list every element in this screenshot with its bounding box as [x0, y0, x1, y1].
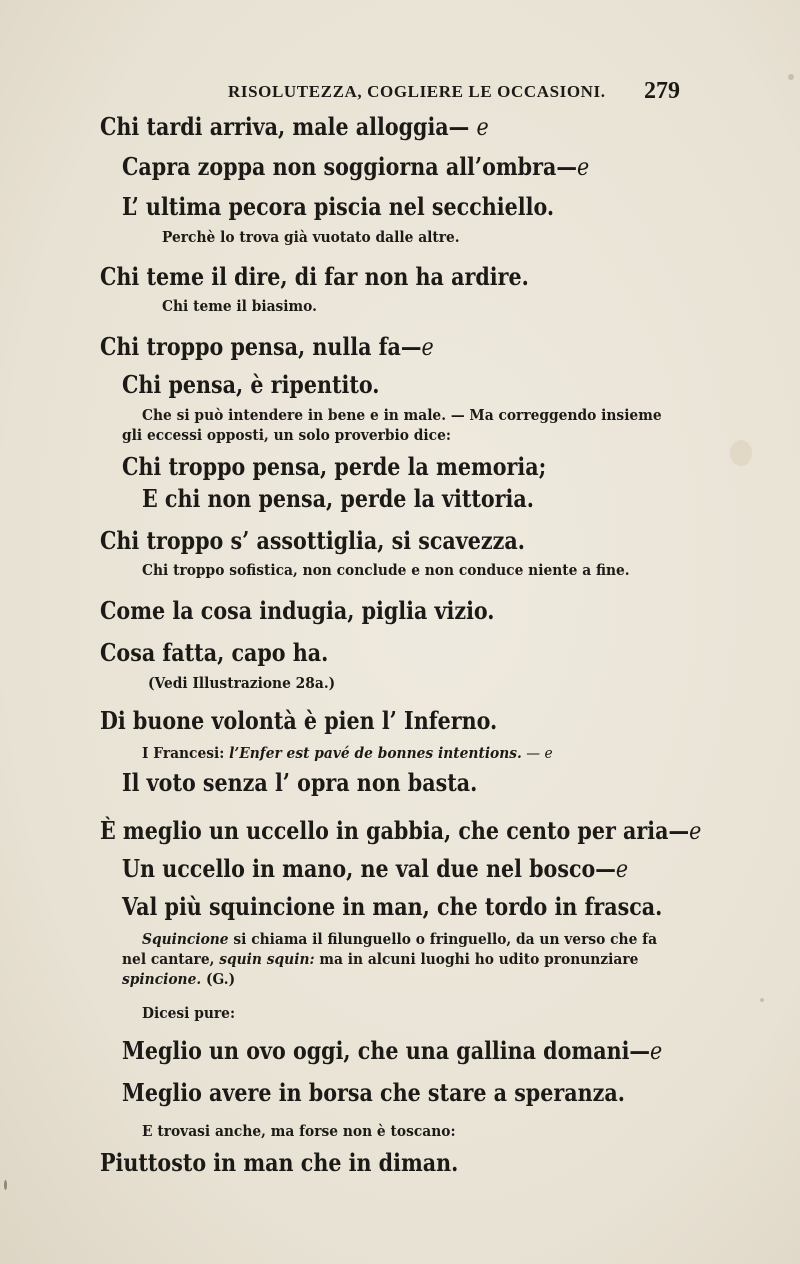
- commentary-line: gli eccessi opposti, un solo proverbio dice:: [122, 426, 451, 444]
- paper-speck: [4, 1180, 7, 1190]
- commentary-line: nel cantare, squin squin: ma in alcuni luoghi ho udito pronunziare: [122, 950, 639, 968]
- proverb-line: Piuttosto in man che in diman.: [100, 1148, 459, 1177]
- proverb-line: Meglio avere in borsa che stare a speranza.: [122, 1078, 625, 1107]
- commentary-line: Squincione si chiama il filunguello o fringuello, da un verso che fa: [142, 930, 658, 948]
- commentary-line: spincione. (G.): [122, 970, 236, 988]
- commentary-line: Che si può intendere in bene e in male. — Ma correggendo insieme: [142, 406, 662, 424]
- commentary-line: Chi troppo sofistica, non conclude e non conduce niente a fine.: [142, 561, 630, 579]
- proverb-line: Meglio un ovo oggi, che una gallina domani—e: [122, 1036, 663, 1065]
- commentary-line: Dicesi pure:: [142, 1004, 236, 1022]
- paper-speck: [788, 74, 794, 80]
- proverb-line: Capra zoppa non soggiorna all’ombra—e: [122, 152, 590, 181]
- commentary-line: (Vedi Illustrazione 28a.): [148, 674, 336, 692]
- commentary-line: E trovasi anche, ma forse non è toscano:: [142, 1122, 456, 1140]
- commentary-line: Perchè lo trova già vuotato dalle altre.: [162, 228, 460, 246]
- proverb-line: Chi troppo pensa, nulla fa—e: [100, 332, 434, 361]
- commentary-line: I Francesi: l’Enfer est pavé de bonnes intentions. — e: [142, 744, 553, 762]
- proverb-line: Un uccello in mano, ne val due nel bosco—e: [122, 854, 629, 883]
- page-number: 279: [644, 78, 680, 104]
- proverb-line: L’ ultima pecora piscia nel secchiello.: [122, 192, 555, 221]
- proverb-line: Chi pensa, è ripentito.: [122, 370, 380, 399]
- proverb-line: Chi tardi arriva, male alloggia— e: [100, 112, 489, 141]
- proverb-line: Come la cosa indugia, piglia vizio.: [100, 596, 495, 625]
- proverb-line: Chi troppo s’ assottiglia, si scavezza.: [100, 526, 525, 555]
- proverb-line: È meglio un uccello in gabbia, che cento per aria—e: [100, 816, 702, 845]
- proverb-line: Chi teme il dire, di far non ha ardire.: [100, 262, 529, 291]
- proverb-line: Cosa fatta, capo ha.: [100, 638, 329, 667]
- paper-speck: [760, 998, 764, 1002]
- commentary-line: Chi teme il biasimo.: [162, 297, 317, 315]
- proverb-line: Di buone volontà è pien l’ Inferno.: [100, 706, 498, 735]
- proverb-line: Chi troppo pensa, perde la memoria;: [122, 452, 547, 481]
- proverb-line: Il voto senza l’ opra non basta.: [122, 768, 478, 797]
- proverb-line: E chi non pensa, perde la vittoria.: [142, 484, 534, 513]
- proverb-line: Val più squincione in man, che tordo in frasca.: [122, 892, 663, 921]
- paper-stain: [730, 440, 752, 466]
- running-title: RISOLUTEZZA, COGLIERE LE OCCASIONI.: [228, 82, 606, 101]
